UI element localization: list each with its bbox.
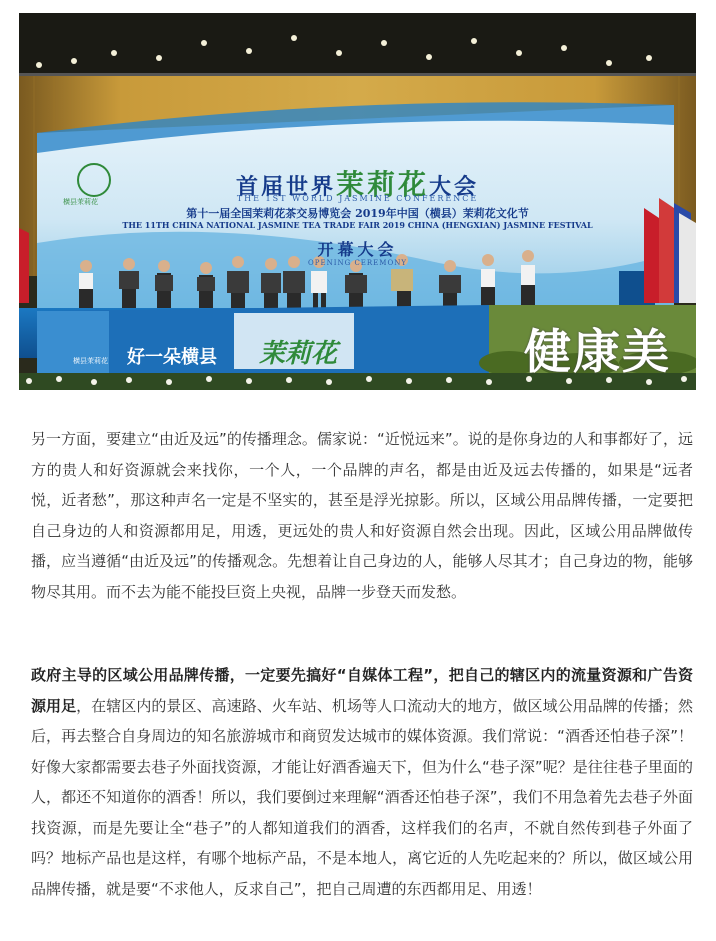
ceremony-title-en: OPENING CEREMONY [308,259,407,267]
stage-title-en: THE 1ST WORLD JASMINE CONFERENCE [236,194,479,203]
paragraph-2-body: ，在辖区内的景区、高速路、火车站、机场等人口流动大的地方，做区域公用品牌的传播；然后，再去整合自身周边的知名旅游城市和商贸发达城市的媒体资源。我们常说：“酒香还怕巷子深”！好像大家都需要去巷子外面找资源，才能让好酒香遍天下，但为什么“巷子深”呢？是往往巷子里面的人，都还不知道你的酒香！所以，我们要倒过来理解“酒香还怕巷子深”，我们不用急着先去巷子外面找资源，而是先要让全“巷子”的人都知道我们的酒香，这样我们的名声，不就自然传到巷子外面了吗？地标产品也是这样，有哪个地标产品，不是本地人，离它近的人先吃起来的？所以，做区域公用品牌传播，就是要“不求他人，反求自己”，把自己周遭的东西都用足、用透！ [31,696,693,898]
stage-title: 首届世界茉莉花大会 [235,168,480,201]
ceremony-title: 开幕大会 [317,240,398,259]
stage-subtitle-en: THE 11TH CHINA NATIONAL JASMINE TEA TRADE FAIR 2019 CHINA (HENGXIAN) JASMINE FESTIVAL [122,220,593,230]
banner-slogan: 好一朵横县 [127,347,217,368]
health-sign: 健康美 [524,325,671,380]
banner-logo-caption: 横县茉莉花 [73,357,108,365]
article-paragraph-2 [31,660,693,904]
logo-caption: 横县茉莉花 [63,198,98,206]
paragraph-2-bold-lead: 政府主导的区域公用品牌传播，一定要先搞好“自媒体工程”，把自己的辖区内的流量资源和广告资源用足 [31,666,693,715]
conference-photo [19,13,696,390]
banner-brand: 茉莉花 [259,339,338,369]
stage-subtitle-cn: 第十一届全国茉莉花茶交易博览会 2019年中国（横县）茉莉花文化节 [186,207,529,220]
article-paragraph-1: 另一方面，要建立“由近及远”的传播理念。儒家说：“近悦远来”。说的是你身边的人和事都好了，远方的贵人和好资源就会来找你，一个人，一个品牌的声名，都是由近及远去传播的，如果是“远者悦，近者愁”，那这种声名一定是不坚实的，甚至是浮光掠影。所以，区域公用品牌传播，一定要把自己身边的人和资源都用足，用透，更远处的贵人和好资源自然会出现。因此，区域公用品牌做传播，应当遵循“由近及远”的传播观念。先想着让自己身边的人，能够人尽其才；自己身边的物，能够物尽其用。而不去为能不能投巨资上央视，品牌一步登天而发愁。 [31,430,693,601]
